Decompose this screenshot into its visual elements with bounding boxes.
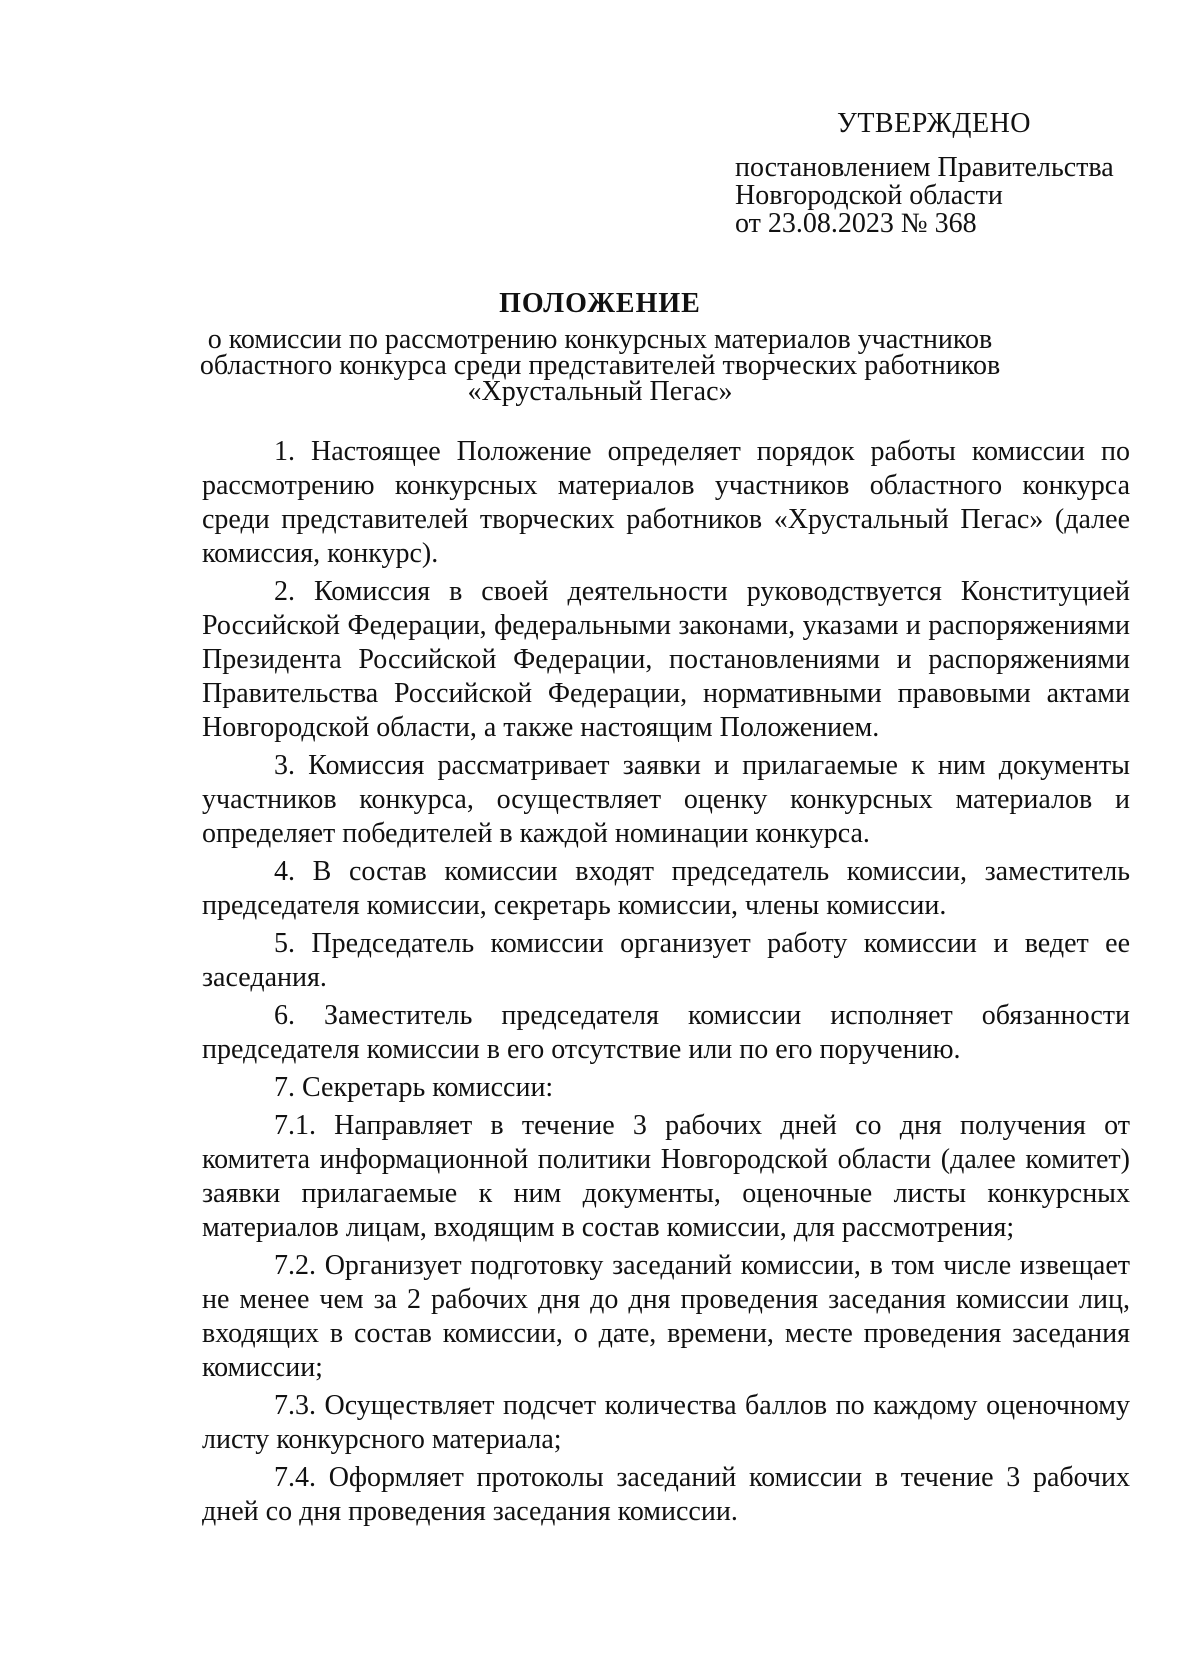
approval-line-3: от 23.08.2023 № 368 (735, 208, 977, 239)
subtitle-line-1: о комиссии по рассмотрению конкурсных материалов участников (207, 324, 993, 355)
paragraph-6: 6. Заместитель председателя комиссии исполняет обязанности председателя комиссии в его отсутствие или по его поручению. (202, 1000, 1130, 1065)
subtitle-line-2: областного конкурса среди представителей творческих работников (199, 350, 1001, 381)
approval-line-1: постановлением Правительства (735, 152, 1114, 183)
paragraph-3: 3. Комиссия рассматривает заявки и прилагаемые к ним документы участников конкурса, осуществляет оценку конкурсных материалов и определяет победителей в каждой номинации конкурса. (202, 750, 1130, 849)
paragraph-1: 1. Настоящее Положение определяет порядок работы комиссии по рассмотрению конкурсных материалов участников областного конкурса среди представителей творческих работников «Хрустальный Пегас» (далее комиссия, конкурс). (202, 436, 1130, 569)
document-body (202, 435, 1130, 1533)
approval-line-2: Новгородской области (735, 180, 1003, 211)
paragraph-2: 2. Комиссия в своей деятельности руководствуется Конституцией Российской Федерации, федеральными законами, указами и распоряжениями Президента Российской Федерации, постановлениями и распоряжениями Правительства Российской Федерации, нормативными правовыми актами Новгородской области, а также настоящим Положением. (202, 576, 1130, 743)
paragraph-7: 7. Секретарь комиссии: (274, 1072, 554, 1103)
paragraph-7-2: 7.2. Организует подготовку заседаний комиссии, в том числе извещает не менее чем за 2 рабочих дня до дня проведения заседания комиссии лиц, входящих в состав комиссии, о дате, времени, месте проведения заседания комиссии; (202, 1250, 1130, 1383)
paragraph-7-4: 7.4. Оформляет протоколы заседаний комиссии в течение 3 рабочих дней со дня проведения заседания комиссии. (202, 1462, 1130, 1527)
approval-title: УТВЕРЖДЕНО (837, 108, 1032, 139)
subtitle-line-3: «Хрустальный Пегас» (467, 376, 733, 407)
document-title: ПОЛОЖЕНИЕ (499, 288, 701, 319)
document-subtitle (150, 324, 1050, 407)
paragraph-7-3: 7.3. Осуществляет подсчет количества баллов по каждому оценочному листу конкурсного материала; (202, 1390, 1130, 1455)
paragraph-5: 5. Председатель комиссии организует работу комиссии и ведет ее заседания. (202, 928, 1130, 993)
approval-stamp (735, 110, 1155, 238)
paragraph-4: 4. В состав комиссии входят председатель комиссии, заместитель председателя комиссии, секретарь комиссии, члены комиссии. (202, 856, 1130, 921)
paragraph-7-1: 7.1. Направляет в течение 3 рабочих дней со дня получения от комитета информационной политики Новгородской области (далее комитет) заявки прилагаемые к ним документы, оценочные листы конкурсных материалов лицам, входящим в состав комиссии, для рассмотрения; (202, 1110, 1130, 1243)
